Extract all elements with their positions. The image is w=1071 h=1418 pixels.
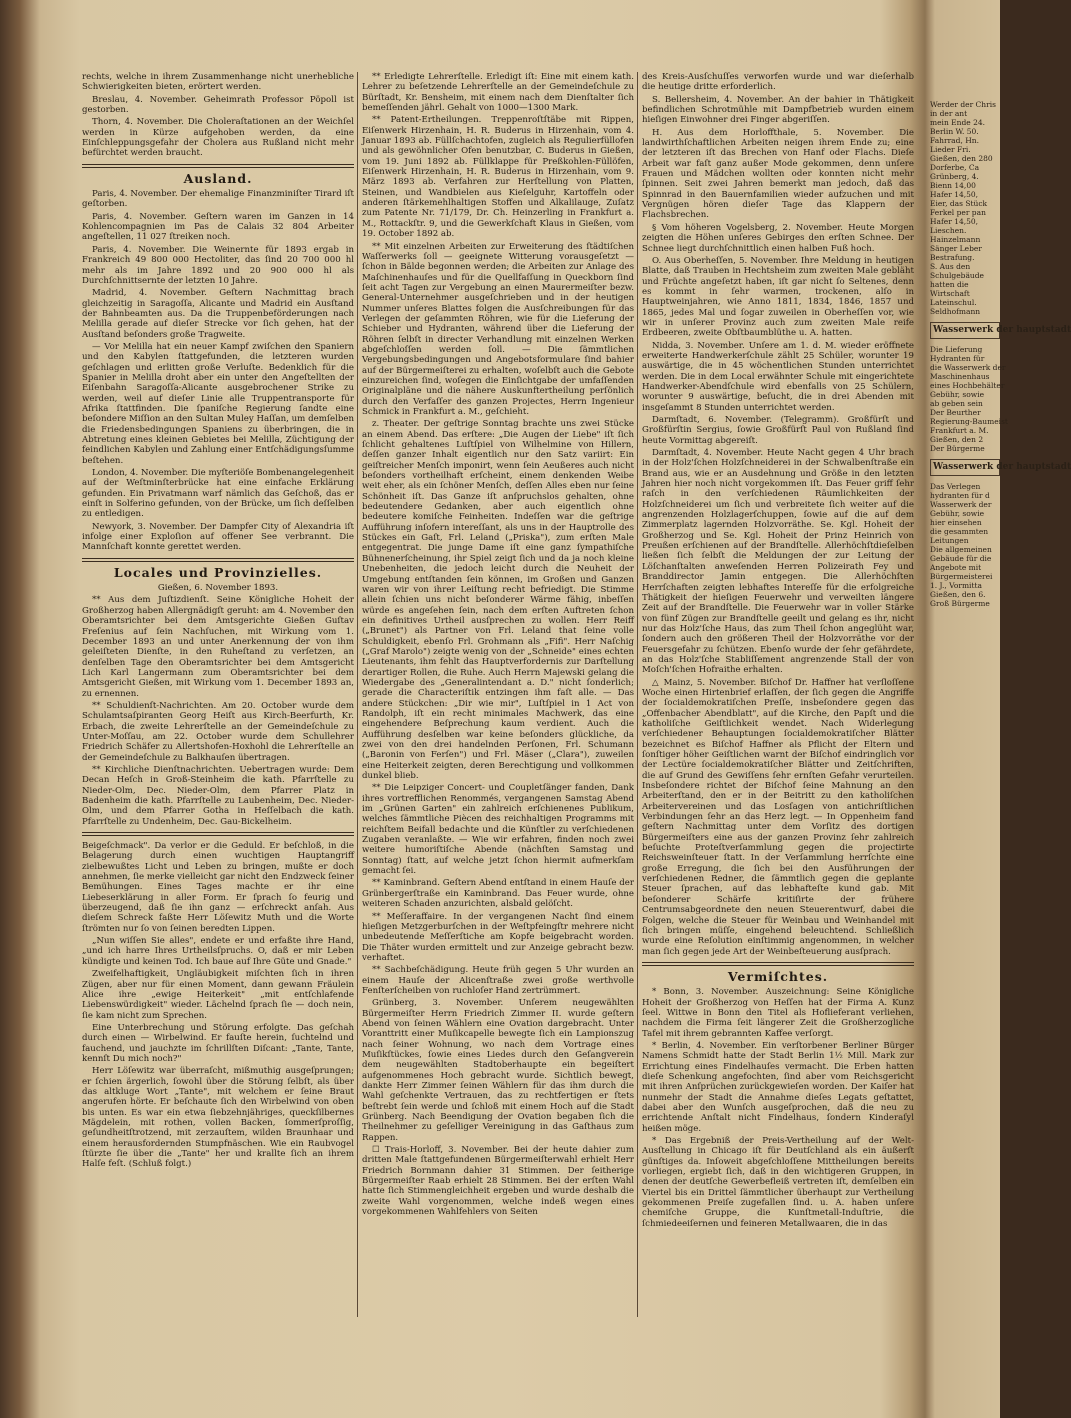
article-paragraph: Darmſtadt, 6. November. (Telegramm). Großfürſt und Großfürſtin Sergius, ſowie Großfürſt Paul von Rußland ſind heute Vormittag abgereiſt.: [642, 415, 914, 446]
column-3: [642, 72, 914, 1231]
margin-line: hier einsehen: [930, 518, 982, 527]
margin-line: Gebäude für die: [930, 554, 992, 563]
feuilleton-paragraph: Beigeſchmack". Da verlor er die Geduld. Er beſchloß, in die Belagerung durch einen wuchtigen Hauptangriff zielbewußtes Licht und Leben zu bringen, mußte er doch annehmen, ſie merke vielleicht gar nicht den Endzweck ſeiner Bemühungen. Eines Tages machte er ihr eine Liebeserklärung in aller Form. Er ſprach ſo feurig und überzeugend, daß ſie ihn ganz — erſchreckt anſah. Aus dieſem Schreck faßte Herr Löſewitz Muth und die Worte ſtrömten nur ſo von ſeinen beredten Lippen.: [82, 841, 354, 934]
article-paragraph: Darmſtadt, 4. November. Heute Nacht gegen 4 Uhr brach in der Holz'ſchen Holzſchneiderei in der Schwalbenſtraße ein Brand aus, wie er an Ausdehnung und Größe in den letzten Jahren hier noch nicht vorgekommen iſt. Das Feuer griff ſehr raſch in den verſchiedenen Räumlichkeiten der Holzſchneiderei um ſich und verbreitete ſich weiter auf die angrenzenden Holzlagerſchuppen, ſowie auf die auf dem Zimmerplatz lagernden Holzvorräthe. Se. Kgl. Hoheit der Großherzog und Se. Kgl. Hoheit der Prinz Heinrich von Preußen erſchienen auf der Brandſtelle. Allerhöchſtdieſelben ließen ſich ſelbſt die Meldungen der zur Leitung der Löſchanſtalten anweſenden Herren Polizeirath Fey und Branddirector Jamin entgegen. Die Allerhöchſten Herrſchaften zeigten lebhaftes Intereſſe für die erfolgreiche Thätigkeit der hieſigen Feuerwehr und verweilten längere Zeit auf der Brandſtelle. Die Feuerwehr war in voller Stärke von fünf Zügen zur Brandſtelle geeilt und gelang es ihr, nicht nur das Holz'ſche Haus, das zum Theil ſchon angeglüht war, ſondern auch den größeren Theil der Holzvorräthe vor der Feuersgefahr zu ſchützen. Ebenſo wurde der ſehr gefährdete, an das Holz'ſche Stabliſſement angrenzende Stall der von Moſch'ſchen Hofraithe erhalten.: [642, 448, 914, 676]
margin-line: Werder der Chris: [930, 100, 996, 109]
margin-line: 1. J., Vormitta: [930, 581, 982, 590]
margin-line: Das Verlegen: [930, 482, 981, 491]
section-divider: [82, 164, 354, 168]
column-2: [362, 72, 634, 1219]
margin-line: Hainzelmann: [930, 235, 981, 244]
margin-line: in der ant: [930, 109, 968, 118]
margin-line: Gießen, den 6.: [930, 590, 986, 599]
section-divider: [82, 558, 354, 562]
margin-line: Maschinenhaus: [930, 372, 990, 381]
article-paragraph: — Vor Melilla hat ein neuer Kampf zwiſchen den Spaniern und den Kabylen ſtattgefunden, die letzteren wurden geſchlagen und erlitten große Verluſte. Bedenklich für die Spanier in Melilla droht aber ein unter den Angeſtellten der Eiſenbahn Saragoſſa-Alicante ausgebrochener Strike zu werden, weil auf dieſer Linie alle Truppentransporte für Afrika ſtattfinden. Die ſpaniſche Regierung ſandte eine beſondere Miſſion an den Sultan Muley Haſſan, um demſelben die Friedensbedingungen Spaniens zu überbringen, die in Abtretung eines kleinen Gebietes bei Melilla, Züchtigung der feindlichen Kabylen und Zahlung einer Entſchädigungsſumme beſtehen.: [82, 341, 354, 466]
article-paragraph: Paris, 4. November. Geſtern waren im Ganzen in 14 Kohlencompagnien im Pas de Calais 32 804 Arbeiter angeſtellen, 11 027 ſtreiken noch.: [82, 211, 354, 243]
margin-line: hatten die: [930, 280, 969, 289]
article-paragraph: Nidda, 3. November. Unſere am 1. d. M. wieder eröffnete erweiterte Handwerkerſchule zählt 25 Schüler, worunter 19 auswärtige, die in 45 wöchentlichen Stunden unterrichtet werden. Die in dem Local erwähnter Schule mit eingerichtete Handwerker-Abendſchule wird ebenfalls von 25 Schülern, worunter 9 auswärtige, beſucht, die in drei Abenden mit insgeſammt 8 Stunden unterrichtet werden.: [642, 340, 914, 413]
margin-line: mein Ende 24.: [930, 118, 986, 127]
article-paragraph: H. Aus dem Horloffthale, 5. November. Die landwirthſchaftlichen Arbeiten neigen ihrem Ende zu; eine der letzteren iſt das Brechen von Hanf oder Flachs. Dieſe Arbeit war faſt ganz außer Mode gekommen, denn unſere Frauen und Mädchen wollten oder konnten nicht mehr ſpinnen. Seit zwei Jahren bemerkt man jedoch, daß das Spinnrad in den Bauernfamilien wieder aufzuchen und mit Vergnügen hören dieſer Tage das Klappern der Flachsbrechen.: [642, 127, 914, 221]
article-paragraph: Newyork, 3. November. Der Dampfer City of Alexandria iſt infolge einer Exploſion auf offener See verbrannt. Die Mannſchaft konnte gerettet werden.: [82, 521, 354, 553]
facing-page-edge: [930, 100, 1071, 1320]
margin-line: Lateinschul.: [930, 298, 977, 307]
margin-line: Der Bürgerme: [930, 444, 985, 453]
margin-line: Leitungen: [930, 536, 969, 545]
margin-line: Lieschen.: [930, 226, 967, 235]
margin-line: Die Lieferung: [930, 345, 983, 354]
margin-line: Gebühr, sowie: [930, 509, 985, 518]
margin-line: S. Aus den: [930, 262, 971, 271]
margin-line: die gesammten: [930, 527, 989, 536]
article-paragraph: ** Die Leipziger Concert- und Coupletſänger fanden, Dank ihres vortrefflichen Renommés, vergangenen Samstag Abend im „Grünen Garten" ein zahlreich erſchienenes Publikum, welches ſämmtliche Piècen des reichhaltigen Programms mit reichſtem Beifall bedachte und die Künſtler zu verſchiedenen Zugaben veranlaßte. — Wie wir erfahren, finden noch zwei weitere humoriſtiſche Abende (nächſten Samstag und Sonntag) ſtatt, auf welche jetzt ſchon hiermit aufmerkſam gemacht ſei.: [362, 783, 634, 877]
column-1: [82, 72, 354, 1172]
margin-line: Fahrrad, Hn.: [930, 136, 979, 145]
margin-line: Angebote mit: [930, 563, 982, 572]
margin-line: ab geben sein: [930, 399, 983, 408]
feuilleton-paragraph: Zweifelhaftigkeit, Ungläubigkeit miſchten ſich in ihren Zügen, aber nur für einen Moment, dann gewann Fräulein Alice ihre „ewige Heiterkeit" „mit entſchlafende Liebenswürdigkeit" wieder. Lächelnd ſprach ſie — doch nein, ſie kam nicht zum Sprechen.: [82, 969, 354, 1021]
article-paragraph: ** Patent-Ertheilungen. Treppenroſtſtäbe mit Rippen, Eiſenwerk Hirzenhain, H. R. Buderus in Hirzenhain, vom 4. Januar 1893 ab. Füllſchachtofen, zugleich als Regulierfüllofen und als gewöhnlicher Ofen benutzbar, C. Buderus in Gießen, vom 19. Juni 1892 ab. Füllklappe für Preßkohlen-Füllöfen, Eiſenwerk Hirzenhain, H. R. Buderus in Hirzenhain, vom 9. März 1893 ab. Verfahren zur Herſtellung von Platten, Steinen, und Wandbielen aus Kieſelguhr, Kartoffeln oder anderen ſtärkemehlhaltigen Stoffen und Alkalilauge, Zuſatz zum Patente Nr. 71/179, Dr. Ch. Heinzerling in Frankfurt a. M., Rottackſtr. 9, und die Gewerkſchaft Klaus in Gießen, vom 19. October 1892 ab.: [362, 115, 634, 240]
newspaper-page: [62, 72, 918, 1392]
margin-line: Seldhofmann: [930, 307, 981, 316]
margin-text-block: [930, 345, 1008, 453]
article-paragraph: ** Mit einzelnen Arbeiten zur Erweiterung des ſtädtiſchen Waſſerwerks ſoll — geeignete Witterung vorausgeſetzt — ſchon in Bälde begonnen werden; die Arbeiten zur Anlage des Maſchinenhauſes und für die Quellfaſſung in Queckborn ſind ſeit acht Tagen zur Vergebung an einen Maurermeiſter bezw. General-Unternehmer ausgeſchrieben und in der heutigen Nummer unſeres Blattes folgen die Ausſchreibungen für das Verlegen der geſammten Röhren, wie für die Lieferung der Schieber und Hydranten, während über die Lieferung der Röhren ſelbſt in directer Verhandlung mit einzelnen Werken abgeſchloſſen werden ſoll. — Die ſämmtlichen Vergebungsbedingungen und Angebotsformulare ſind bahier auf der Bürgermeiſterei zu erhalten, woſelbſt auch die Gebote einzureichen ſind, woſegen die Einſichtgabe der umfaſſenden Originalpläne und die nähere Auskunftertheilung perſönlich durch den Verfaſſer des ganzen Projectes, Herrn Ingenieur Schmick in Frankfurt a. M., geſchieht.: [362, 241, 634, 417]
margin-line: Frankfurt a. M.: [930, 426, 989, 435]
section-divider: [642, 962, 914, 966]
article-paragraph: Madrid, 4. November. Geſtern Nachmittag brach gleichzeitig in Saragoſſa, Alicante und Madrid ein Ausſtand der Bahnbeamten aus. Da die Truppenbeförderungen nach Melilla gerade auf dieſer Strecke vor ſich gehen, hat der Ausſtand beſonders große Tragweite.: [82, 288, 354, 340]
margin-line: Regierung-Baumeist: [930, 417, 1008, 426]
article-paragraph: ** Kaminbrand. Geſtern Abend entſtand in einem Hauſe der Grünbergerſtraße ein Kaminbrand. Das Feuer wurde, ohne weiteren Schaden anzurichten, alsbald gelöſcht.: [362, 878, 634, 910]
margin-line: Der Beurther: [930, 408, 981, 417]
margin-ad-box: Wasserwerk der hauptstadt: [930, 322, 1000, 339]
margin-line: Groß Bürgerme: [930, 599, 990, 608]
margin-line: eines Hochbehälter: [930, 381, 1005, 390]
article-paragraph: ** Schuldienſt-Nachrichten. Am 20. October wurde dem Schulamtsaſpiranten Georg Heiſt aus Kirch-Beerfurth, Kr. Erbach, die zweite Lehrerſtelle an der Gemeindeſchule zu Unter-Moſſau, am 22. October wurde dem Schullehrer Friedrich Schäfer zu Allertshofen-Hoxhohl die Lehrerſtelle an der Gemeindeſchule zu Balkhauſen übertragen.: [82, 700, 354, 763]
margin-line: Berlin W. 50.: [930, 127, 979, 136]
margin-line: Die allgemeinen: [930, 545, 992, 554]
margin-text-block: [930, 100, 1000, 316]
article-paragraph: * Bonn, 3. November. Auszeichnung: Seine Königliche Hoheit der Großherzog von Heſſen hat der Firma A. Kunz ſeel. Wittwe in Bonn den Titel als Hoflieferant verliehen, nachdem die Firma ſeit längerer Zeit die Großherzogliche Tafel mit ihrem gebrannten Kaffee verſorgt.: [642, 987, 914, 1039]
margin-line: Bienn 14,00: [930, 181, 976, 190]
margin-line: Hydranten für: [930, 354, 985, 363]
article-paragraph: London, 4. November. Die myſteriöſe Bombenangelegenheit auf der Weſtminſterbrücke hat eine einfache Erklärung gefunden. Ein Privatmann warf nämlich das Geſchoß, das er einſt in Solferino gefunden, von der Brücke, um ſich deſſelben zu entledigen.: [82, 468, 355, 520]
margin-line: Ferkel per pan: [930, 208, 986, 217]
article-paragraph: ** Sachbeſchädigung. Heute früh gegen 5 Uhr wurden an einem Hauſe der Alicenſtraße zwei große werthvolle Fenſterſcheiben von ruchloſer Hand zertrümmert.: [362, 965, 634, 996]
feuilleton-paragraph: Herr Löſewitz war überraſcht, mißmuthig ausgeſprungen; er ſchien ärgerlich, ſowohl über die Störung ſelbſt, als über das altkluge Wort „Tante", mit welchem er ſeine Braut angerufen hörte. Er beſchaute ſich den Wirbelwind von oben bis unten. Es war ein etwa ſiebzehnjähriges, queckſilbernes Mägdelein, mit rothen, vollen Backen, ſommerſproſſig, geſundheitſtrotzend, mit zerzauſtem, wilden Braunhaar und einem herausfordernden Stumpfnäschen. Wie ein Raubvogel ſtürzte ſie über die „Tante" her und krallte ſich an ihrem Halſe feſt. (Schluß folgt.): [82, 1066, 354, 1170]
margin-line: Bürgermeisterei: [930, 572, 993, 581]
article-paragraph: rechts, welche in ihrem Zusammenhange nicht unerhebliche Schwierigkeiten bieten, erörtert werden.: [82, 72, 354, 93]
article-paragraph: z. Theater. Der geſtrige Sonntag brachte uns zwei Stücke an einem Abend. Das erſtere: „Die Augen der Liebe" iſt ſich ſchlicht gehaltenes Luſtſpiel von Wilhelmine von Hillern, deſſen ganzer Inhalt eigentlich nur den Satz variirt: Ein geiſtreicher Menſch imponirt, wenn ſein Aeußeres auch nicht beſonders vortheilhaft erſcheint, einem denkenden Weibe weit eher, als ein ſchöner Menſch, deſſen Alles eben nur ſeine Schönheit iſt. Das Ganze iſt anſpruchslos gehalten, ohne bedeutendere Gedanken, aber auch eigentlich ohne bedeutere komiſche Feinheiten. Indeſſen war die geſtrige Aufführung inſofern intereſſant, als uns in der Hauptrolle des Stückes ein Gaſt, Frl. Leland („Priska"), zum erſten Male entgegentrat. Die junge Dame iſt eine ganz ſympathiſche Bühnenerſcheinung, ihr Spiel zeigt ſich und da ja noch kleine Unebenheiten, die jedoch leicht durch die Neuheit der Umgebung entſtanden ſein können, im Großen und Ganzen waren wir von ihrer Leiſtung recht befriedigt. Die Stimme allein ſchien uns nicht beſonderer Wärme fähig, inbeſſen würde es angeſehen ſein, nach dem erſten Auftreten ſchon ein definitives Urtheil ausſprechen zu wollen. Herr Reiff („Brunet") als Partner von Frl. Leland that ſeine volle Schuldigkeit, ebenſo Frl. Grohmann als „Fifi". Herr Naſchig („Graf Marolo") zeigte wenig von der „Schneide" eines echten Lieutenants, ihm fehlt das Hauptverfordernis zur Darſtellung derartiger Rollen, die Ruhe. Auch Herrn Majewski gelang die Wiedergabe des „Generalintendant a. D." nicht ſonderlich; gerade die Characteriſtik entzingen ihm faſt alle. — Das andere Stückchen: „Dir wie mir", Luſtſpiel in 1 Act von Randolph, iſt ein recht minimales Machwerk, das eine eingehendere Beſprechung kaum verdient. Auch die Aufführung desſelben war keine beſonders glückliche, da zwei von den drei handelnden Perſonen, Frl. Schumann („Baronin von Ferſen") und Frl. Mäser („Clara"), zuweilen eine Heiterkeit zeigten, deren Berechtigung und vollkommen dunkel blieb.: [362, 419, 634, 782]
margin-line: Wirtschaft: [930, 289, 970, 298]
article-paragraph: Grünberg, 3. November. Unſerem neugewählten Bürgermeiſter Herrn Friedrich Zimmer II. wurde geſtern Abend von ſeinen Wählern eine Ovation dargebracht. Unter Voranttritt einer Muſikcapelle bewegte ſich ein Lampionszug nach ſeiner Wohnung, wo nach dem Vortrage eines Muſikſtückes, ſowie eines Liedes durch den Geſangverein dem neugewählten Stadtoberhaupte ein begeiſtert aufgenommenes Hoch gebracht wurde. Sichtlich bewegt, dankte Herr Zimmer ſeinen Wählern für das ihm durch die Wahl geſchenkte Vertrauen, das zu rechtfertigen er ſtets beſtrebt ſein werde und ſchloß mit einem Hoch auf die Stadt Grünberg. Nach Beendigung der Ovation begaben ſich die Theilnehmer zu geſelliger Vereinigung in das Gaſthaus zum Rappen.: [362, 998, 634, 1143]
section-heading-ausland: Ausland.: [183, 170, 253, 186]
margin-line: Dorferbe, Ca: [930, 163, 980, 172]
margin-text-block: [930, 482, 1000, 608]
column-rule: [637, 72, 638, 1317]
article-paragraph: △ Mainz, 5. November. Biſchof Dr. Haffner hat verſloſſene Woche einen Hirtenbrief erlaſſen, der ſich gegen die Angriffe der ſocialdemokratiſchen Preſſe, insbeſondere gegen das „Offenbacher Abendblatt", auf die Kirche, den Papſt und die katholiſche Geiſtlichkeit wendet. Nach Widerlegung verſchiedener Behauptungen ſocialdemokratiſcher Blätter bezeichnet es Biſchof Haffner als Pflicht der Eltern und ſonſtiger höher Geiſtlichen warnt der Biſchof eindringlich vor der Lectüre ſocialdemokratiſcher Blätter und Zeitſchriften, die auf Grund des Gewiſſens ſehr ernſten Gefahr verurteilen. Insbeſondere richtet der Biſchof ſeine Mahnung an den Arbeiterſtand, den er in der Beitritt zu den katholiſchen Arbeitervereinen und das Losſagen von antichriſtlichen Verbindungen ſehr an das Herz legt. — In Oppenheim fand geſtern Nachmittag unter dem Vorſitz des dortigen Bürgermeiſters eine aus der ganzen Provinz ſehr zahlreich beſuchte Proteſtverſammlung gegen die projectirte Reichsweinſteuer ſtatt. In der Verſammlung herrſchte eine große Erregung, die ſich bei den Ausführungen der verſchiedenen Redner, die ſämmtlich gegen die geplante Steuer ſprachen, auf das lebhafteſte kund gab. Mit beſonderer Schärfe kritiſirte der frühere Centrumsabgeordnete den neuen Steuerentwurf, dabei die Folgen, welche die Steuer für Weinbau und Weinhandel mit ſich bringen müſſe, eingehend beleuchtend. Schließlich wurde eine Reſolution einſtimmig angenommen, in welcher man ſich gegen jede Art der Weinbeſteuerung ausſprach.: [642, 677, 914, 957]
article-paragraph: ** Aus dem Juſtizdienſt. Seine Königliche Hoheit der Großherzog haben Allergnädigſt geruht: am 4. November den Oberamtsrichter bei dem Amtsgerichte Gießen Guſtav Freſenius auf ſein Nachſuchen, mit Wirkung vom 1. December 1893 an und unter Anerkennung der von ihm geleiſteten Dienſte, in den Ruheſtand zu verſetzen, an denſelben Tage den Oberamtsrichter bei dem Amtsgericht Lich Karl Langermann zum Oberamtsrichter bei dem Amtsgericht Gießen, mit Wirkung vom 1. December 1893 an, zu ernennen.: [82, 595, 354, 699]
margin-line: Eier, das Stück: [930, 199, 988, 208]
article-paragraph: Paris, 4. November. Der ehemalige Finanzminiſter Tirard iſt geſtorben.: [82, 189, 354, 210]
feuilleton-paragraph: Eine Unterbrechung und Störung erfolgte. Das geſchah durch einen — Wirbelwind. Er fauſte herein, ſuchtelnd und fauchend, und jauchzte im ſchrillſten Diſcant: „Tante, Tante, kennſt Du mich noch?": [82, 1022, 354, 1064]
article-paragraph: § Vom höheren Vogelsberg, 2. November. Heute Morgen zeigten die Höhen unſeres Gebirges den erſten Schnee. Der Schnee liegt durchſchnittlich einen halben Fuß hoch.: [642, 222, 914, 254]
margin-line: Gießen, den 2: [930, 435, 984, 444]
margin-line: Schulgebäude: [930, 271, 984, 280]
article-paragraph: ☐ Trais-Horloff, 3. November. Bei der heute dahier zum dritten Male ſtattgefundenen Bürgermeiſterwahl erhielt Herr Friedrich Bornmann dahier 31 Stimmen. Der ſeitherige Bürgermeiſter Raab erhielt 28 Stimmen. Bei der erſten Wahl hatte ſich Stimmengleichheit ergeben und wurde deshalb die zweite Wahl vorgenommen, welche indeß wegen eines vorgekommenen Wahlfehlers von Seiten: [362, 1145, 634, 1218]
article-paragraph: * Berlin, 4. November. Ein verſtorbener Berliner Bürger Namens Schmidt hatte der Stadt Berlin 1½ Mill. Mark zur Errichtung eines Findelhauſes vermacht. Die Erben hatten dieſe Schenkung angefochten, ſind aber vom Reichsgericht mit ihren Anſprüchen zurückgewieſen worden. Der Kaiſer hat nunmehr der Stadt die Annahme dieſes Legats geſtattet, dabei aber den Wunſch ausgeſprochen, daß die neu zu errichtende Anſtalt nicht Findelhaus, ſondern Kinderaſyl heißen möge.: [642, 1040, 914, 1134]
margin-line: Gießen, den 280: [930, 154, 993, 163]
dateline: Gießen, 6. November 1893.: [157, 583, 279, 594]
article-paragraph: des Kreis-Ausſchuſſes verworfen wurde und war dieſerhalb die heutige dritte erforderlich.: [642, 72, 914, 93]
margin-line: Bestrafung.: [930, 253, 975, 262]
margin-line: Hafer 14,50,: [930, 217, 979, 226]
feuilleton-paragraph: „Nun wiſſen Sie alles", endete er und erfaßte ihre Hand, „und ich harre Ihres Urtheilsſpruchs. O, daß er mir Leben kündigte und keinen Tod. Ich baue auf Ihre Güte und Gnade.": [82, 936, 354, 967]
article-paragraph: Paris, 4. November. Die Weinernte für 1893 ergab in Frankreich 49 800 000 Hectoliter, das ſind 20 700 000 hl mehr als im Jahre 1892 und 20 900 000 hl als Durchſchnittsernte der letzten 10 Jahre.: [82, 244, 354, 286]
margin-line: Hafer 14,50,: [930, 190, 979, 199]
article-paragraph: ** Erledigte Lehrerſtelle. Erledigt iſt: Eine mit einem kath. Lehrer zu beſetzende Lehrerſtelle an der Gemeindeſchule zu Bürſtadt, Kr. Bensheim, mit einem nach dem Dienſtalter ſich bemeſſenden jährl. Gehalt von 1000—1300 Mark.: [362, 72, 634, 114]
article-paragraph: * Das Ergebniß der Preis-Vertheilung auf der Welt-Ausſtellung in Chicago iſt für Deutſchland als ein äußerſt günſtiges da. Inſoweit abgeſchloſſene Mittheilungen bereits vorliegen, ergiebt ſich, daß in den wichtigeren Gruppen, in denen der deutſche Gewerbefleiß vertreten iſt, demſelben ein Viertel bis ein Drittel ſämmtlicher überhaupt zur Vertheilung gekommenen Preiſe zugefallen ſind. u. A. haben unſere chemiſche Gruppe, die Kunſtmetall-Induſtrie, die ſchmiedeeiſernen und feineren Metallwaaren, die in das: [642, 1136, 914, 1229]
section-heading-vermischtes: Vermiſchtes.: [727, 968, 829, 984]
section-heading-locales: Locales und Provinzielles.: [113, 564, 323, 580]
article-paragraph: ** Meſſeraffaire. In der vergangenen Nacht ſind einem hieſigen Metzgerburſchen in der Weſtpfeingſtr mehrere nicht unbedeutende Meſſerſtiche am Kopfe beigebracht worden. Die Thäter wurden ermittelt und zur Anzeige gebracht bezw. verhaftet.: [362, 911, 634, 963]
article-paragraph: ** Kirchliche Dienſtnachrichten. Uebertragen wurde: Dem Decan Heſch in Groß-Steinheim die kath. Pfarrſtelle zu Nieder-Olm, Dec. Nieder-Olm, dem Pfarrer Platz in Badenheim die kath. Pfarrſtelle zu Laubenheim, Dec. Nieder-Olm, und dem Pfarrer Gotha in Heſſelbach die kath. Pfarrſtelle zu Undenheim, Dec. Gau-Bickelheim.: [82, 764, 354, 827]
feuilleton-divider: [82, 832, 354, 836]
margin-line: die Wasserwerk der: [930, 363, 1006, 372]
margin-line: Gebühr, sowie: [930, 390, 985, 399]
margin-line: Sänger Leber: [930, 244, 982, 253]
margin-line: Lieder Fri.: [930, 145, 971, 154]
article-paragraph: Breslau, 4. November. Geheimrath Professor Pöpoll ist gestorben.: [82, 94, 354, 116]
margin-line: Grünberg, 4.: [930, 172, 979, 181]
article-paragraph: O. Aus Oberheſſen, 5. November. Ihre Meldung in heutigen Blatte, daß Trauben in Hechtsheim zum zweiten Male gebläht und Früchte angeſetzt haben, iſt gar nicht ſo Seltenes, denn es kommt in ſehr warmen, trockenen, alſo in Hauptweinjahren, wie Anno 1811, 1834, 1846, 1857 und 1865, jedes Mal und ſogar zuweilen in Oberheſſen vor, wie wir in unſerer Provinz auch zum zweiten Male reife Erdbeeren, zweite Obſtbaumblüthe u. A. hatten.: [642, 255, 914, 339]
article-paragraph: Thorn, 4. November. Die Choleraſtationen an der Weichſel werden in Kürze aufgehoben werden, da eine Einſchleppungsgefahr der Cholera aus Rußland nicht mehr befürchtet werden braucht.: [82, 117, 354, 159]
article-paragraph: S. Bellersheim, 4. November. An der bahier in Thätigkeit befindlichen Schrotmühle mit Dampfbetrieb wurden einem hieſigen Einwohner drei Finger abgeriſſen.: [642, 94, 914, 126]
margin-line: Wasserwerk der: [930, 500, 992, 509]
column-rule: [357, 72, 358, 1317]
margin-ad-box: Wasserwerk der hauptstadt: [930, 459, 1000, 476]
margin-line: hydranten für d: [930, 491, 990, 500]
